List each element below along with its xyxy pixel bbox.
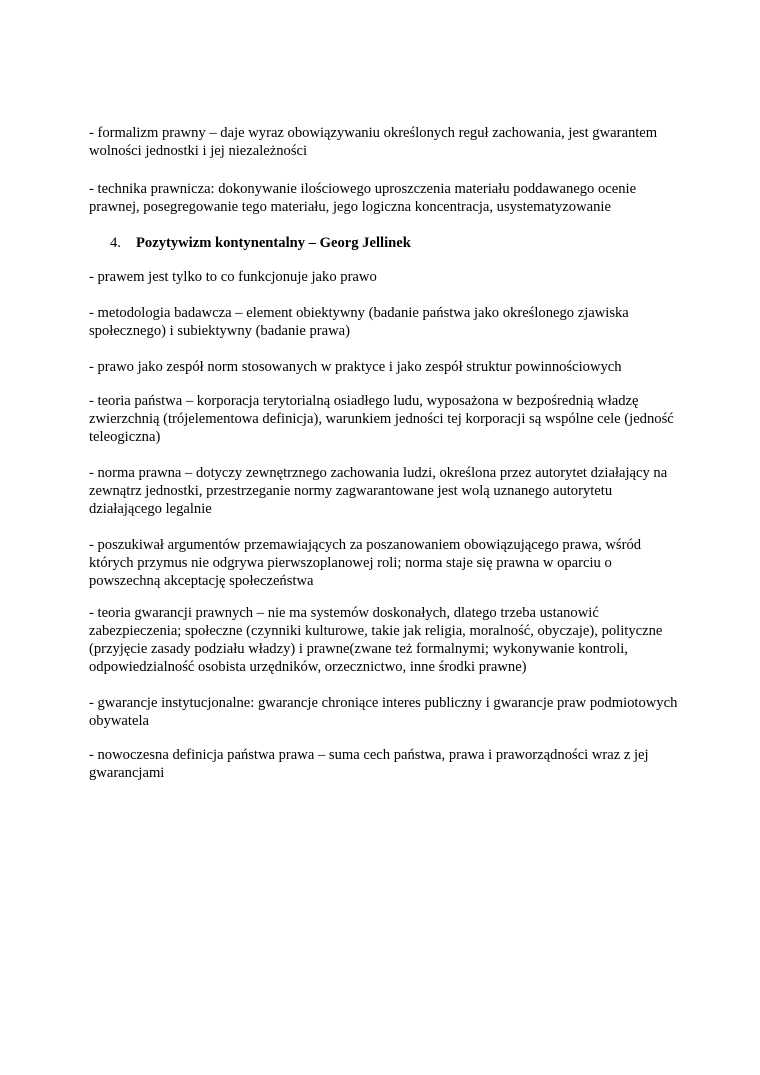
- section-number: 4.: [110, 235, 121, 251]
- paragraph-metodologia-badawcza: - metodologia badawcza – element obiektywny (badanie państwa jako określonego zjawiska społecznego) i subiektywny (badanie prawa): [89, 305, 629, 339]
- paragraph-prawo-jako-zespol: - prawo jako zespół norm stosowanych w praktyce i jako zespół struktur powinnościowych: [89, 359, 622, 375]
- section-title: Pozytywizm kontynentalny – Georg Jellinek: [136, 235, 411, 251]
- paragraph-nowoczesna-definicja: - nowoczesna definicja państwa prawa – suma cech państwa, prawa i praworządności wraz z jej gwarancjami: [89, 747, 649, 781]
- paragraph-norma-prawna: - norma prawna – dotyczy zewnętrznego zachowania ludzi, określona przez autorytet działający na zewnątrz jednostki, przestrzeganie normy zagwarantowane jest wolą uznanego autorytetu działającego legalnie: [89, 465, 668, 517]
- paragraph-formalizm-prawny: - formalizm prawny – daje wyraz obowiązywaniu określonych reguł zachowania, jest gwarantem wolności jednostki i jej niezależności: [89, 125, 658, 159]
- paragraph-gwarancje-instytucjonalne: - gwarancje instytucjonalne: gwarancje chroniące interes publiczny i gwarancje praw podmiotowych obywatela: [89, 695, 678, 729]
- section-heading: [110, 234, 670, 252]
- paragraph-technika-prawnicza: - technika prawnicza: dokonywanie ilościowego uproszczenia materiału poddawanego ocenie prawnej, posegregowanie tego materiału, jego logiczna koncentracja, usystematyzowanie: [89, 181, 637, 215]
- paragraph-poszukiwal-argumentow: - poszukiwał argumentów przemawiających za poszanowaniem obowiązującego prawa, wśród których przymus nie odgrywa pierwszoplanowej roli; norma staje się prawna w oparciu o powszechną akceptację społeczeństwa: [89, 537, 642, 589]
- paragraph-prawem-jest: - prawem jest tylko to co funkcjonuje jako prawo: [89, 269, 377, 285]
- paragraph-teoria-gwarancji: - teoria gwarancji prawnych – nie ma systemów doskonałych, dlatego trzeba ustanowić zabezpieczenia; społeczne (czynniki kulturowe, takie jak religia, moralność, obyczaje), polityczne (przyjęcie zasady podziału władzy) i prawne(zwane też formalnymi; wykonywanie kontroli, odpowiedzialność osobista urzędników, orzecznictwo, inne środki prawne): [89, 605, 663, 675]
- paragraph-teoria-panstwa: - teoria państwa – korporacja terytorialną osiadłego ludu, wyposażona w bezpośrednią władzę zwierzchnią (trójelementowa definicja), warunkiem jedności tej korporacji są wspólne cele (jedność teleogiczna): [89, 393, 674, 445]
